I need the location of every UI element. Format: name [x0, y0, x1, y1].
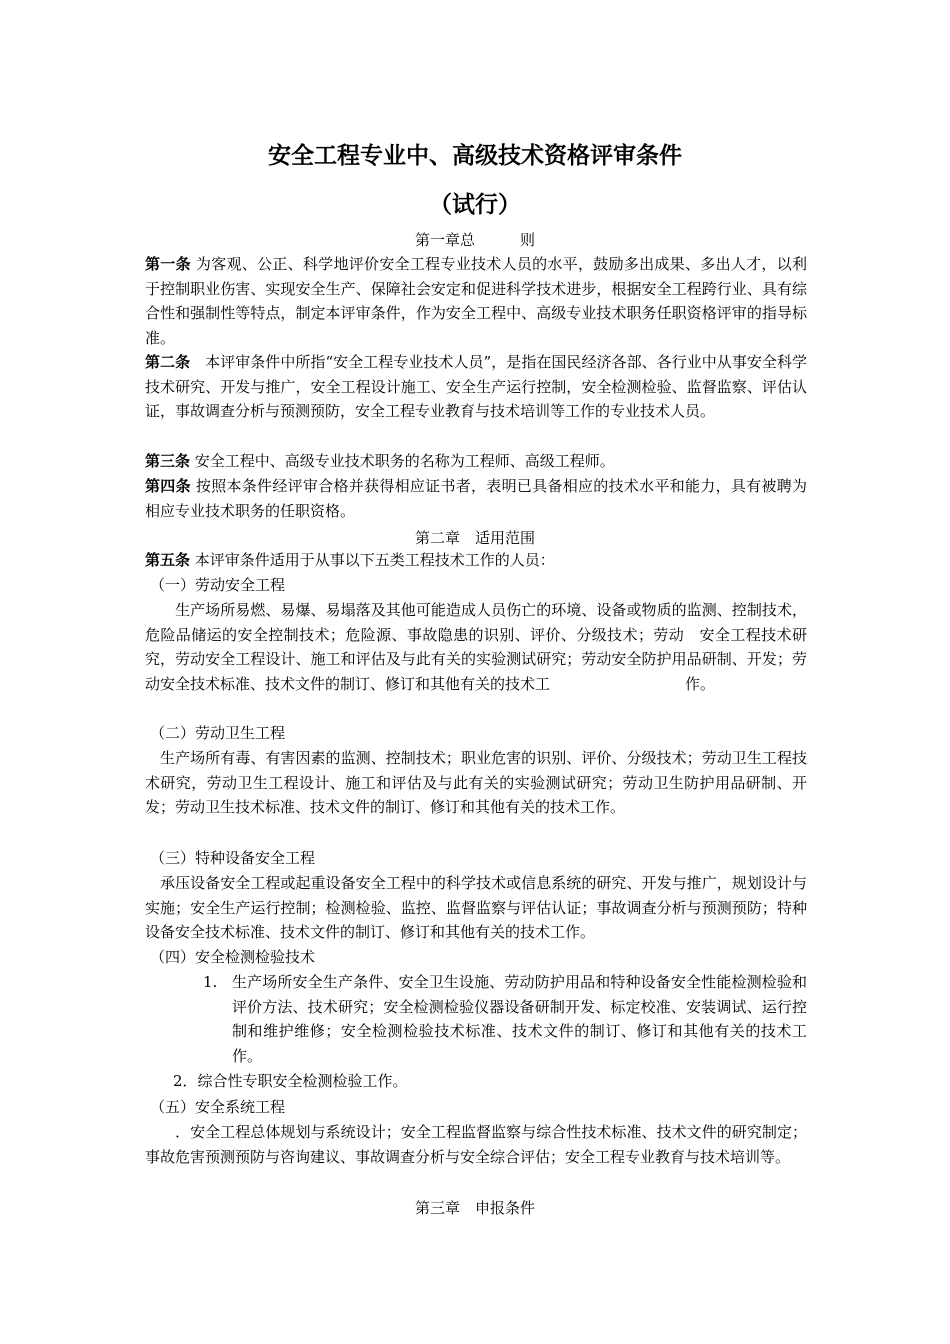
section-2-title: （二）劳动卫生工程 [150, 724, 286, 742]
article-4-label: 第四条 [145, 477, 191, 495]
chapter-1-heading: 第一章总 则 [414, 231, 535, 249]
chapter-3-heading: 第三章 申报条件 [414, 1199, 535, 1217]
article-3 [145, 449, 807, 474]
article-1 [145, 252, 807, 350]
section-5-text: ．安全工程总体规划与系统设计；安全工程监督监察与综合性技术标准、技术文件的研究制定；事故危害预测预防与咨询建议、事故调查分析与安全综合评估；安全工程专业教育与技术培训等。 [145, 1123, 807, 1166]
article-5 [145, 548, 807, 573]
section-3-text: 承压设备安全工程或起重设备安全工程中的科学技术或信息系统的研究、开发与推广，规划设计与实施；安全生产运行控制；检测检验、监控、监督监察与评估认证；事故调查分析与预测预防；特种设备安全技术标准、技术文件的制订、修订和其他有关的技术工作。 [145, 874, 807, 941]
document-subtitle: （试行） [429, 192, 521, 218]
article-4 [145, 474, 807, 523]
section-1-title: （一）劳动安全工程 [150, 576, 286, 594]
article-5-label: 第五条 [145, 551, 191, 569]
chapter-2-heading: 第二章 适用范围 [414, 529, 535, 547]
article-1-label: 第一条 [145, 255, 191, 273]
section-4-item-1-text: 生产场所安全生产条件、安全卫生设施、劳动防护用品和特种设备安全性能检测检验和评价方法、技术研究；安全检测检验仪器设备研制开发、标定校准、安装调试、运行控制和维护维修；安全检测检验技术标准、技术文件的制订、修订和其他有关的技术工作。 [232, 973, 807, 1065]
section-2-text: 生产场所有毒、有害因素的监测、控制技术；职业危害的识别、评价、分级技术；劳动卫生工程技术研究，劳动卫生工程设计、施工和评估及与此有关的实验测试研究；劳动卫生防护用品研制、开发；劳动卫生技术标准、技术文件的制订、修订和其他有关的技术工作。 [145, 749, 807, 816]
article-4-text: 按照本条件经评审合格并获得相应证书者，表明已具备相应的技术水平和能力，具有被聘为相应专业技术职务的任职资格。 [145, 477, 807, 520]
article-2-label: 第二条 [145, 353, 191, 371]
section-4-item-2: 2．综合性专职安全检测检验工作。 [173, 1072, 408, 1090]
article-1-text: 为客观、公正、科学地评价安全工程专业技术人员的水平，鼓励多出成果、多出人才，以利于控制职业伤害、实现安全生产、保障社会安定和促进科学技术进步，根据安全工程跨行业、具有综合性和强制性等特点，制定本评审条件，作为安全工程中、高级专业技术职务任职资格评审的指导标准。 [145, 255, 807, 347]
article-2 [145, 350, 807, 424]
article-5-text: 本评审条件适用于从事以下五类工程技术工作的人员： [190, 551, 555, 569]
document-title: 安全工程专业中、高级技术资格评审条件 [268, 143, 682, 169]
article-3-text: 安全工程中、高级专业技术职务的名称为工程师、高级工程师。 [190, 452, 615, 470]
section-5-title: （五）安全系统工程 [150, 1098, 286, 1116]
section-4-title: （四）安全检测检验技术 [150, 948, 316, 966]
section-1-text: 生产场所易燃、易爆、易塌落及其他可能造成人员伤亡的环境、设备或物质的监测、控制技术，危险品储运的安全控制技术；危险源、事故隐患的识别、评价、分级技术；劳动 安全工程技术研究，劳动安全工程设计、施工和评估及与此有关的实验测试研究；劳动安全防护用品研制、开发；劳动安全技术标准、技术文件的制订、修订和其他有关的技术工 作。 [145, 601, 807, 693]
article-2-text: 本评审条件中所指“安全工程专业技术人员”，是指在国民经济各部、各行业中从事安全科学技术研究、开发与推广，安全工程设计施工、安全生产运行控制，安全检测检验、监督监察、评估认证，事故调查分析与预测预防，安全工程专业教育与技术培训等工作的专业技术人员。 [145, 353, 807, 420]
article-3-label: 第三条 [145, 452, 191, 470]
section-4-item-1-number: 1. [203, 973, 218, 991]
section-3-title: （三）特种设备安全工程 [150, 849, 316, 867]
